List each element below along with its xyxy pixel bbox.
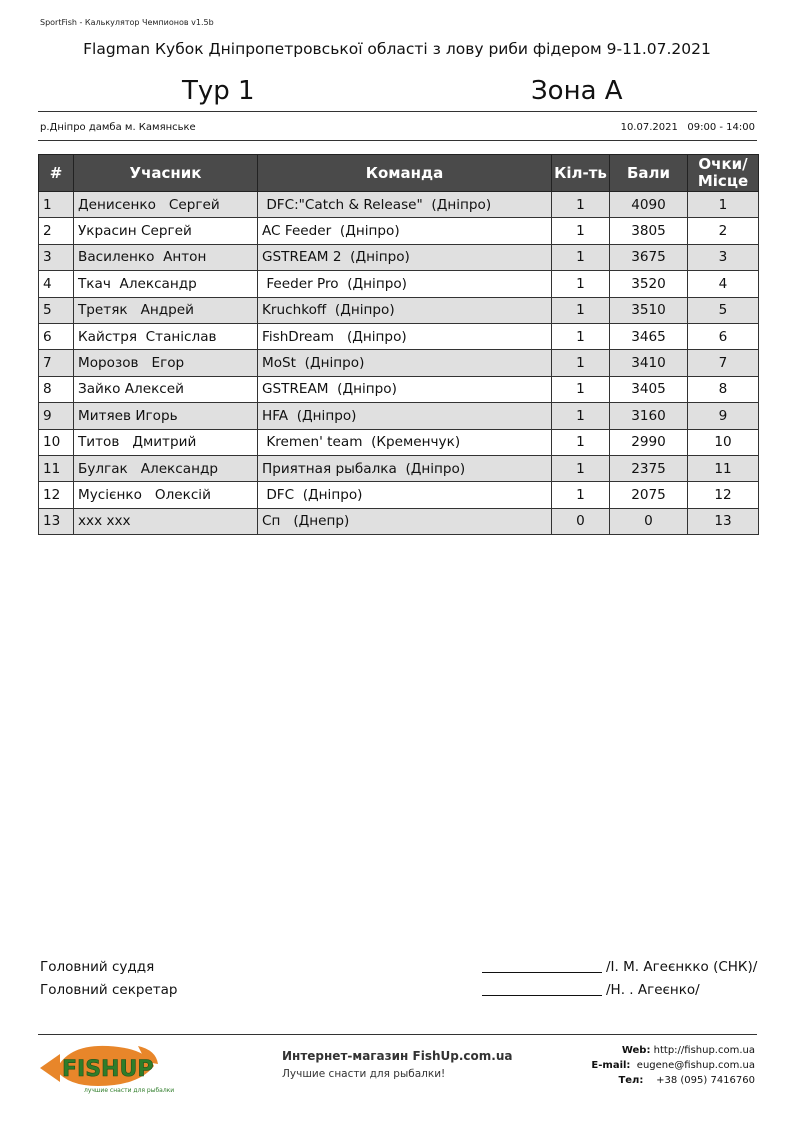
place-value: 13	[688, 508, 759, 534]
app-label: SportFish - Калькулятор Чемпионов v1.5b	[40, 18, 214, 27]
table-row	[39, 218, 759, 244]
participant-name: Василенко Антон	[74, 244, 258, 270]
row-num: 1	[39, 192, 74, 218]
divider	[38, 1034, 757, 1035]
participant-name: Украсин Сергей	[74, 218, 258, 244]
row-num: 7	[39, 350, 74, 376]
header-participant: Учасник	[74, 155, 258, 192]
place-value: 1	[688, 192, 759, 218]
points-value: 3520	[610, 271, 688, 297]
team-name: HFA (Дніпро)	[258, 403, 552, 429]
zone-label: Зона А	[531, 76, 623, 106]
fish-count: 1	[552, 323, 610, 349]
participant-name: Зайко Алексей	[74, 376, 258, 402]
fish-count: 1	[552, 455, 610, 481]
place-value: 8	[688, 376, 759, 402]
contact-web	[622, 1045, 755, 1056]
judge-label: Головний суддя	[40, 959, 155, 975]
table-row	[39, 455, 759, 481]
tel-value: +38 (095) 7416760	[656, 1075, 755, 1086]
place-value: 10	[688, 429, 759, 455]
points-value: 3405	[610, 376, 688, 402]
place-value: 5	[688, 297, 759, 323]
team-name: GSTREAM (Дніпро)	[258, 376, 552, 402]
participant-name: Денисенко Сергей	[74, 192, 258, 218]
header-num: #	[39, 155, 74, 192]
date-value: 10.07.2021	[620, 122, 678, 133]
team-name: GSTREAM 2 (Дніпро)	[258, 244, 552, 270]
row-num: 5	[39, 297, 74, 323]
table-row	[39, 403, 759, 429]
header-team: Команда	[258, 155, 552, 192]
header-place: Очки/ Місце	[688, 155, 759, 192]
email-link[interactable]: eugene@fishup.com.ua	[636, 1060, 755, 1071]
divider	[38, 111, 757, 112]
logo-text: FISHUP	[62, 1057, 154, 1082]
place-value: 9	[688, 403, 759, 429]
table-row	[39, 508, 759, 534]
team-name: Feeder Pro (Дніпро)	[258, 271, 552, 297]
team-name: AC Feeder (Дніпро)	[258, 218, 552, 244]
table-row	[39, 429, 759, 455]
fish-count: 0	[552, 508, 610, 534]
points-value: 4090	[610, 192, 688, 218]
table-row	[39, 244, 759, 270]
team-name: FishDream (Дніпро)	[258, 323, 552, 349]
logo-slogan: лучшие снасти для рыбалки	[84, 1087, 175, 1094]
row-num: 9	[39, 403, 74, 429]
secretary-label: Головний секретар	[40, 982, 178, 998]
participant-name: Булгак Александр	[74, 455, 258, 481]
row-num: 3	[39, 244, 74, 270]
table-row	[39, 271, 759, 297]
fishup-logo	[38, 1040, 175, 1095]
fish-count: 1	[552, 192, 610, 218]
web-link[interactable]: http://fishup.com.ua	[653, 1045, 755, 1056]
team-name: Kremen' team (Кременчук)	[258, 429, 552, 455]
contact-email	[591, 1060, 755, 1071]
row-num: 12	[39, 482, 74, 508]
place-value: 2	[688, 218, 759, 244]
participant-name: Ткач Александр	[74, 271, 258, 297]
email-label: E-mail:	[591, 1060, 631, 1071]
row-num: 8	[39, 376, 74, 402]
place-value: 4	[688, 271, 759, 297]
points-value: 2990	[610, 429, 688, 455]
shop-slogan: Лучшие снасти для рыбалки!	[282, 1068, 446, 1080]
secretary-signature-line	[482, 995, 602, 996]
header-points: Бали	[610, 155, 688, 192]
team-name: DFC:"Catch & Release" (Дніпро)	[258, 192, 552, 218]
participant-name: Кайстря Станіслав	[74, 323, 258, 349]
participant-name: Мусієнко Олексій	[74, 482, 258, 508]
participant-name: Митяев Игорь	[74, 403, 258, 429]
team-name: Kruchkoff (Дніпро)	[258, 297, 552, 323]
participant-name: Третяк Андрей	[74, 297, 258, 323]
results-table	[38, 154, 759, 535]
fish-count: 1	[552, 350, 610, 376]
table-row	[39, 350, 759, 376]
points-value: 3410	[610, 350, 688, 376]
participant-name: Морозов Егор	[74, 350, 258, 376]
points-value: 3805	[610, 218, 688, 244]
datetime-label	[621, 122, 755, 133]
web-label: Web:	[621, 1045, 651, 1056]
contact-tel	[618, 1075, 755, 1086]
place-value: 11	[688, 455, 759, 481]
participant-name: Титов Дмитрий	[74, 429, 258, 455]
place-value: 6	[688, 323, 759, 349]
fish-count: 1	[552, 244, 610, 270]
row-num: 13	[39, 508, 74, 534]
row-num: 10	[39, 429, 74, 455]
fish-count: 1	[552, 376, 610, 402]
table-header-row	[39, 155, 759, 192]
fish-count: 1	[552, 482, 610, 508]
points-value: 3510	[610, 297, 688, 323]
fish-count: 1	[552, 218, 610, 244]
table-row	[39, 297, 759, 323]
place-value: 3	[688, 244, 759, 270]
points-value: 3160	[610, 403, 688, 429]
table-row	[39, 376, 759, 402]
team-name: DFC (Дніпро)	[258, 482, 552, 508]
team-name: Сп (Днепр)	[258, 508, 552, 534]
row-num: 4	[39, 271, 74, 297]
fish-count: 1	[552, 403, 610, 429]
fish-count: 1	[552, 271, 610, 297]
table-row	[39, 323, 759, 349]
participant-name: xxx xxx	[74, 508, 258, 534]
points-value: 3465	[610, 323, 688, 349]
fish-count: 1	[552, 429, 610, 455]
page-title: Flagman Кубок Дніпропетровської області з лову риби фідером 9-11.07.2021	[83, 40, 711, 58]
points-value: 2375	[610, 455, 688, 481]
tel-label: Tел:	[618, 1075, 644, 1086]
row-num: 11	[39, 455, 74, 481]
points-value: 0	[610, 508, 688, 534]
judge-name: /І. М. Агеєнкко (СНК)/	[606, 959, 758, 975]
venue-label: р.Дніпро дамба м. Камянське	[40, 122, 196, 133]
points-value: 2075	[610, 482, 688, 508]
points-value: 3675	[610, 244, 688, 270]
time-value: 09:00 - 14:00	[687, 122, 755, 133]
place-value: 7	[688, 350, 759, 376]
team-name: MoSt (Дніпро)	[258, 350, 552, 376]
table-row	[39, 482, 759, 508]
judge-signature-line	[482, 972, 602, 973]
row-num: 2	[39, 218, 74, 244]
divider	[38, 140, 757, 141]
team-name: Приятная рыбалка (Дніпро)	[258, 455, 552, 481]
row-num: 6	[39, 323, 74, 349]
place-value: 12	[688, 482, 759, 508]
secretary-name: /Н. . Агеєнко/	[606, 982, 700, 998]
fish-count: 1	[552, 297, 610, 323]
table-row	[39, 192, 759, 218]
round-label: Тур 1	[182, 76, 255, 106]
shop-name: Интернет-магазин FishUp.com.ua	[282, 1049, 513, 1063]
header-count: Кіл-ть	[552, 155, 610, 192]
